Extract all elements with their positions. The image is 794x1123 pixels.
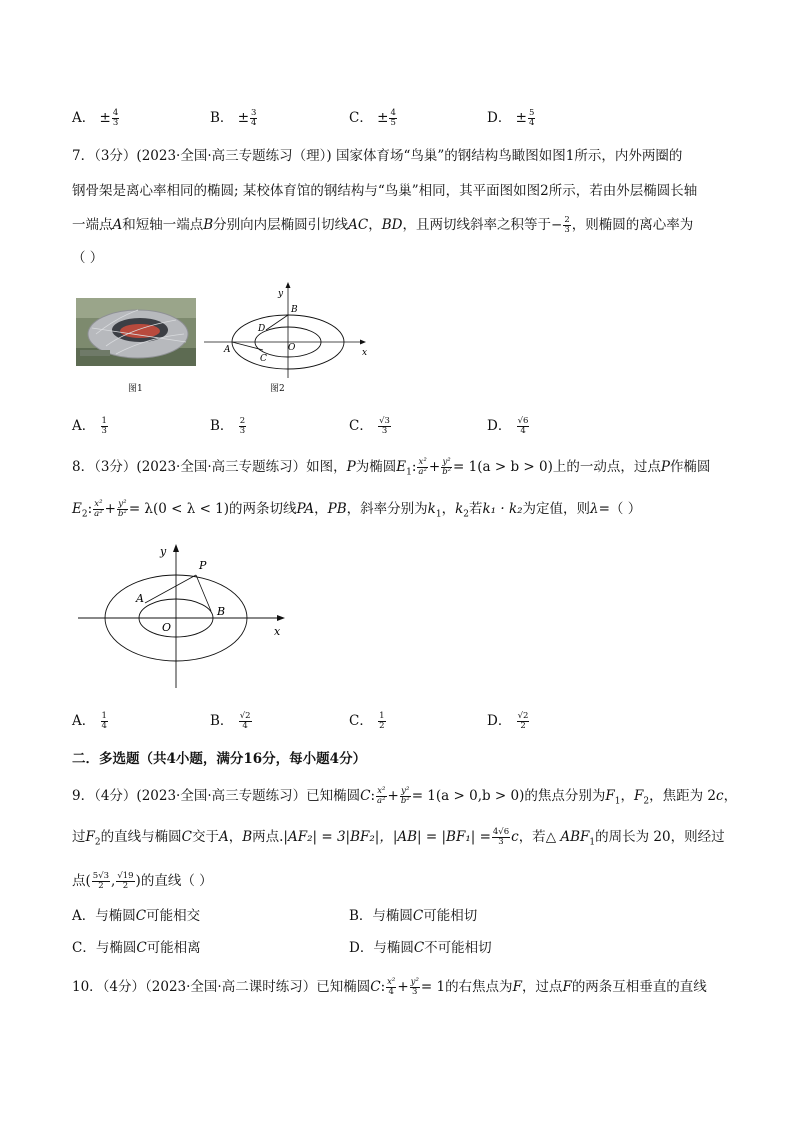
- q6-option-c[interactable]: C． ± $\frac{4}{5}$: [349, 108, 396, 128]
- q7-line1: 7．（3分）(2023·全国·高三专题练习（理）) 国家体育场“鸟巢”的钢结构鸟瞰图如图1所示，内外两圈的: [72, 148, 683, 164]
- q9-line2: 过$F_2$的直线与椭圆C交于A，B两点.|AF₂| = 3|BF₂|，|AB| = |BF₁| = $\frac{4√6}{3}$ c，若△ $ABF_1$的周长为 20，则经过: [72, 827, 725, 848]
- y-arrow-icon: [286, 282, 291, 288]
- q6-option-a[interactable]: A． ± $\frac{4}{3}$: [72, 108, 119, 128]
- svg-text:y: y: [278, 289, 284, 299]
- q8-option-a[interactable]: A． $\frac{1}{4}$: [72, 711, 107, 731]
- q7-option-b[interactable]: B． $\frac{2}{3}$: [210, 416, 246, 436]
- svg-text:B: B: [217, 605, 226, 618]
- q8-line1: 8．（3分）(2023·全国·高三专题练习）如图，P为椭圆$E_1$: $\frac{\text{x²}}{\text{a²}}$ + $\frac{\text{y²}}{\text{b²}}$ = 1(a > b > 0)上的一动点，过点P作椭圆: [72, 457, 711, 478]
- svg-text:C: C: [260, 354, 267, 364]
- svg-text:O: O: [288, 343, 296, 353]
- q9-line3: 点( $\frac{5√3}{2}$ , $\frac{√19}{2}$ )的直线（ ）: [72, 871, 213, 891]
- svg-text:y: y: [160, 545, 167, 558]
- svg-text:P: P: [199, 559, 207, 572]
- q7-option-a[interactable]: A． $\frac{1}{3}$: [72, 416, 107, 436]
- q9-line1: 9．（4分）(2023·全国·高三专题练习）已知椭圆C: $\frac{\text{x²}}{\text{a²}}$ + $\frac{\text{y²}}{\text{b²}}$ = 1(a > 0,b > 0)的焦点分别为$F_1$，$F_2$，焦距为 2c，: [72, 786, 738, 807]
- q9-option-a[interactable]: A．与椭圆C可能相交: [72, 908, 201, 924]
- section-heading: 二．多选题（共4小题，满分16分，每小题4分）: [72, 751, 367, 767]
- q7-line4: （ ）: [72, 250, 104, 266]
- q6-option-b[interactable]: B． ± $\frac{3}{4}$: [210, 108, 257, 128]
- q6-option-d[interactable]: D． ± $\frac{5}{4}$: [487, 108, 535, 128]
- svg-text:A: A: [136, 592, 144, 605]
- q10-line1: 10．（4分）（2023·全国·高二课时练习）已知椭圆C: $\frac{\text{x²}}{4}$ + $\frac{\text{y²}}{3}$ = 1的右焦点为F，过点F的两条互相垂直的直线: [72, 977, 707, 997]
- svg-text:B: B: [291, 305, 298, 315]
- q7-figure2-ellipses: [200, 280, 375, 380]
- svg-text:D: D: [258, 324, 266, 334]
- fig2-caption: 图2: [270, 384, 285, 394]
- y-arrow-icon: [173, 544, 179, 552]
- svg-text:O: O: [162, 621, 172, 634]
- bird-nest-photo: [76, 298, 196, 366]
- x-arrow-icon: [360, 340, 366, 345]
- q7-option-c[interactable]: C． $\frac{√3}{3}$: [349, 416, 390, 436]
- svg-text:A: A: [224, 345, 231, 355]
- tangent-ac: [232, 342, 263, 350]
- q8-option-c[interactable]: C． $\frac{1}{2}$: [349, 711, 385, 731]
- q7-line3: 一端点A和短轴一端点B分别向内层椭圆引切线AC，BD，且两切线斜率之积等于− $\frac{2}{3}$ ，则椭圆的离心率为: [72, 215, 694, 235]
- q8-option-b[interactable]: B． $\frac{√2}{4}$: [210, 711, 251, 731]
- x-arrow-icon: [277, 615, 285, 621]
- q7-option-d[interactable]: D． $\frac{√6}{4}$: [487, 416, 529, 436]
- q8-line2: $E_2$: $\frac{\text{x²}}{\text{a²}}$ + $\frac{\text{y²}}{\text{b²}}$ = λ(0 < λ < 1)的两条切线PA，PB，斜率分别为$k_1$，$k_2$若k₁ · k₂为定值，则λ=（ ）: [72, 499, 642, 520]
- q7-line2: 钢骨架是离心率相同的椭圆; 某校体育馆的钢结构与“鸟巢”相同，其平面图如图2所示，若由外层椭圆长轴: [72, 183, 698, 199]
- svg-text:x: x: [362, 348, 368, 358]
- q9-option-c[interactable]: C．与椭圆C可能相离: [72, 940, 201, 956]
- q8-figure-ellipses: [74, 538, 294, 693]
- q9-option-d[interactable]: D．与椭圆C不可能相切: [349, 940, 492, 956]
- q9-option-b[interactable]: B．与椭圆C可能相切: [349, 908, 478, 924]
- fig1-caption: 图1: [128, 384, 143, 394]
- q8-option-d[interactable]: D． $\frac{√2}{2}$: [487, 711, 529, 731]
- svg-text:x: x: [274, 625, 281, 638]
